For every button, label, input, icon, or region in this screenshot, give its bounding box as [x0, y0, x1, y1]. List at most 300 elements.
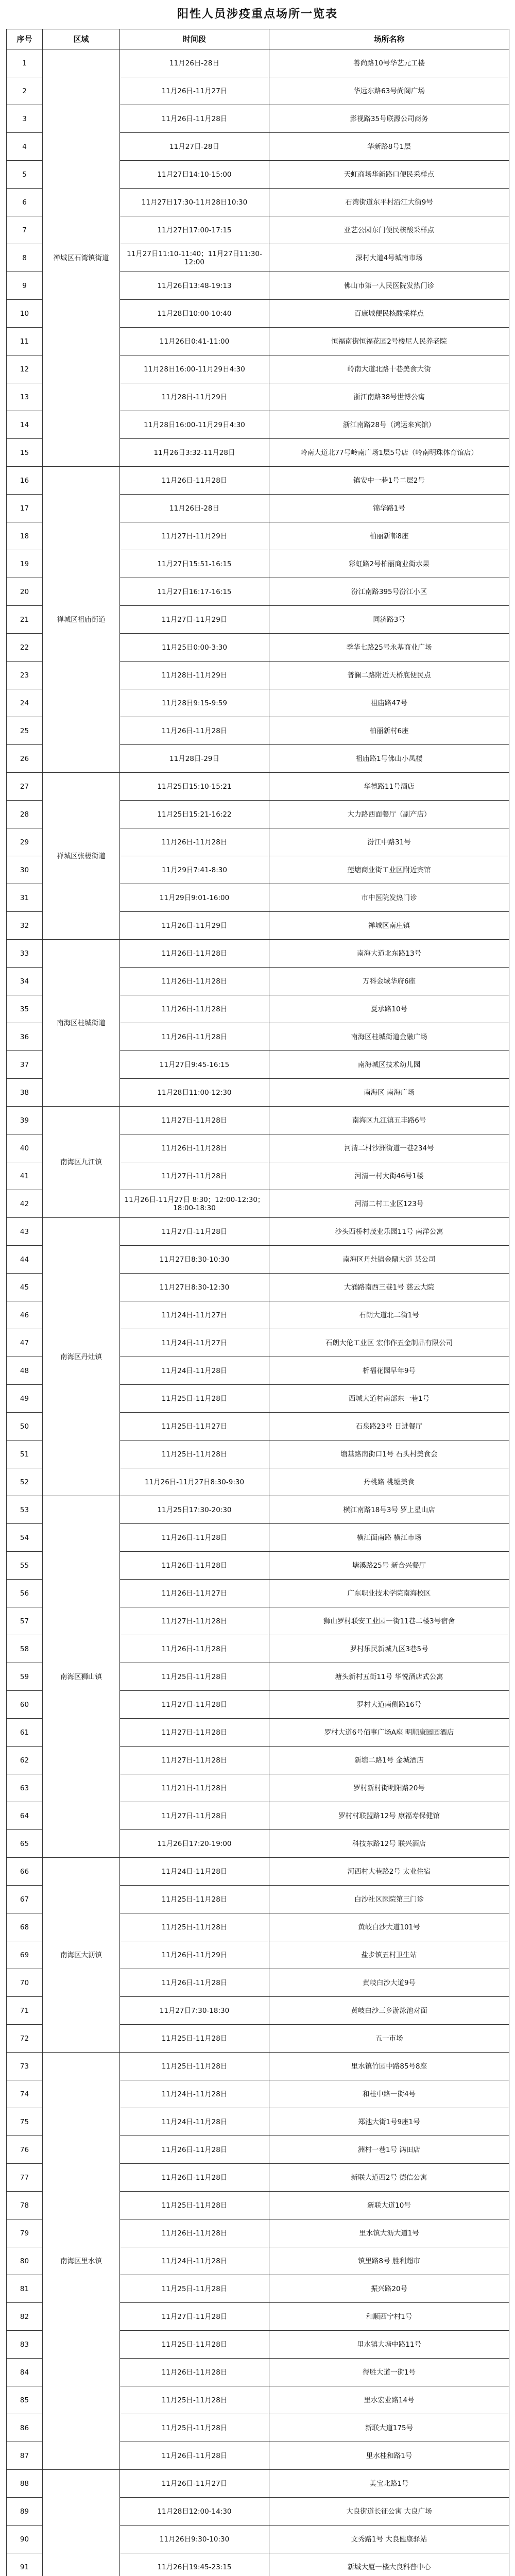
row-index: 8 — [7, 244, 43, 272]
row-place: 河清二村工业区123号 — [269, 1190, 509, 1218]
row-index: 11 — [7, 328, 43, 355]
row-place: 岭南大道北路十巷美食大街 — [269, 355, 509, 383]
row-time: 11月25日-11月27日 — [120, 1413, 269, 1440]
row-index: 40 — [7, 1134, 43, 1162]
row-time: 11月24日-11月27日 — [120, 1329, 269, 1357]
row-time: 11月26日-11月28日 — [120, 1969, 269, 1997]
row-index: 26 — [7, 745, 43, 773]
row-time: 11月24日-11月28日 — [120, 1357, 269, 1385]
row-time: 11月28日16:00-11月29日4:30 — [120, 411, 269, 439]
row-time: 11月24日-11月27日 — [120, 1301, 269, 1329]
row-time: 11月25日-11月28日 — [120, 2192, 269, 2219]
row-place: 恒福南街恒福花园2号楼尼人民养老院 — [269, 328, 509, 355]
row-index: 63 — [7, 1774, 43, 1802]
row-time: 11月26日3:32-11月28日 — [120, 439, 269, 467]
row-place: 莲塘商业街工业区附近宾馆 — [269, 856, 509, 884]
row-index: 56 — [7, 1580, 43, 1607]
row-index: 72 — [7, 2025, 43, 2053]
row-index: 66 — [7, 1858, 43, 1886]
row-time: 11月26日-11月27日 — [120, 77, 269, 105]
row-place: 黄岐白沙三乡游泳池对面 — [269, 1997, 509, 2025]
header-place: 场所名称 — [269, 29, 509, 49]
row-place: 季华七路25号永基商业广场 — [269, 634, 509, 662]
row-place: 佛山市第一人民医院发热门诊 — [269, 272, 509, 300]
row-time: 11月27日-11月28日 — [120, 2303, 269, 2331]
table-row — [7, 1858, 509, 1886]
venues-table — [6, 29, 509, 2576]
row-place: 新联大道175号 — [269, 2414, 509, 2442]
row-time: 11月27日15:51-16:15 — [120, 550, 269, 578]
row-index: 75 — [7, 2108, 43, 2136]
row-time: 11月25日-11月28日 — [120, 1385, 269, 1413]
row-place: 狮山罗村联安工业园一街11巷二楼3号宿舍 — [269, 1607, 509, 1635]
row-time: 11月28日11:00-12:30 — [120, 1079, 269, 1107]
row-index: 2 — [7, 77, 43, 105]
row-time: 11月26日0:41-11:00 — [120, 328, 269, 355]
row-place: 新联大道西2号 德信公寓 — [269, 2164, 509, 2192]
row-place: 南海区九江镇五丰路6号 — [269, 1107, 509, 1134]
row-place: 得胜大道一街1号 — [269, 2359, 509, 2386]
row-place: 振兴路20号 — [269, 2275, 509, 2303]
row-index: 68 — [7, 1913, 43, 1941]
table-row — [7, 2470, 509, 2498]
row-place: 罗村大道南侧路16号 — [269, 1691, 509, 1719]
row-place: 南海城区技术幼儿园 — [269, 1051, 509, 1079]
row-place: 洲村一巷1号 鸿田店 — [269, 2136, 509, 2164]
row-place: 盐步镇五村卫生站 — [269, 1941, 509, 1969]
row-place: 汾江中路31号 — [269, 828, 509, 856]
row-index: 83 — [7, 2331, 43, 2359]
row-index: 5 — [7, 161, 43, 189]
row-time: 11月24日-11月28日 — [120, 1858, 269, 1886]
row-index: 45 — [7, 1274, 43, 1301]
row-index: 87 — [7, 2442, 43, 2470]
row-index: 58 — [7, 1635, 43, 1663]
row-place: 石湾街道东平村沿江大街9号 — [269, 189, 509, 216]
row-time: 11月26日-11月28日 — [120, 2442, 269, 2470]
row-index: 27 — [7, 773, 43, 801]
table-row — [7, 773, 509, 801]
row-place: 罗村大道6号佰事广场A座 明顺康园园酒店 — [269, 1719, 509, 1747]
row-time: 11月26日-11月27日 — [120, 2470, 269, 2498]
row-index: 47 — [7, 1329, 43, 1357]
row-index: 57 — [7, 1607, 43, 1635]
header-index: 序号 — [7, 29, 43, 49]
row-place: 河西村大巷路2号 太业住宿 — [269, 1858, 509, 1886]
row-time: 11月28日9:15-9:59 — [120, 689, 269, 717]
row-time: 11月26日-11月28日 — [120, 1023, 269, 1051]
row-place: 华德路11号酒店 — [269, 773, 509, 801]
row-index: 17 — [7, 495, 43, 522]
row-time: 11月26日-11月28日 — [120, 467, 269, 495]
row-index: 16 — [7, 467, 43, 495]
row-place: 和桂中路一街4号 — [269, 2080, 509, 2108]
table-row — [7, 2053, 509, 2080]
table-row — [7, 467, 509, 495]
row-place: 华远东路63号尚阁广场 — [269, 77, 509, 105]
row-time: 11月28日-29日 — [120, 745, 269, 773]
row-place: 大涌路南西三巷1号 慈云大院 — [269, 1274, 509, 1301]
row-area: 南海区桂城街道 — [43, 940, 120, 1107]
row-place: 石朗大道北二街1号 — [269, 1301, 509, 1329]
row-time: 11月27日-28日 — [120, 133, 269, 161]
row-index: 79 — [7, 2219, 43, 2247]
row-place: 西城大道村南部东一巷1号 — [269, 1385, 509, 1413]
row-index: 60 — [7, 1691, 43, 1719]
row-time: 11月25日-11月28日 — [120, 1886, 269, 1913]
row-time: 11月26日-11月28日 — [120, 1134, 269, 1162]
row-place: 罗村村联盟路12号 康福寿保健馆 — [269, 1802, 509, 1830]
row-time: 11月26日19:45-23:15 — [120, 2553, 269, 2576]
row-index: 54 — [7, 1524, 43, 1552]
row-place: 横江面南路 横江市场 — [269, 1524, 509, 1552]
row-area: 南海区里水镇 — [43, 2053, 120, 2470]
row-place: 南海大道北东路13号 — [269, 940, 509, 968]
row-index: 20 — [7, 578, 43, 606]
row-time: 11月21日-11月28日 — [120, 1774, 269, 1802]
row-index: 23 — [7, 662, 43, 689]
row-index: 12 — [7, 355, 43, 383]
row-index: 33 — [7, 940, 43, 968]
row-time: 11月25日-11月28日 — [120, 2275, 269, 2303]
row-place: 祖庙路47号 — [269, 689, 509, 717]
row-place: 浙江南路38号世博公寓 — [269, 383, 509, 411]
row-area: 禅城区张槎街道 — [43, 773, 120, 940]
row-time: 11月26日-11月28日 — [120, 2219, 269, 2247]
row-time: 11月27日17:00-17:15 — [120, 216, 269, 244]
header-area: 区域 — [43, 29, 120, 49]
row-index: 44 — [7, 1246, 43, 1274]
row-place: 塘溪路25号 新合兴餐厅 — [269, 1552, 509, 1580]
row-time: 11月27日8:30-12:30 — [120, 1274, 269, 1301]
row-time: 11月29日9:01-16:00 — [120, 884, 269, 912]
row-time: 11月24日-11月28日 — [120, 2108, 269, 2136]
row-time: 11月26日-11月27日8:30-9:30 — [120, 1468, 269, 1496]
row-time: 11月26日-11月28日 — [120, 2136, 269, 2164]
row-place: 文秀路1号 大良健康驿站 — [269, 2526, 509, 2553]
row-index: 1 — [7, 49, 43, 77]
row-index: 38 — [7, 1079, 43, 1107]
table-row — [7, 1218, 509, 1246]
row-index: 13 — [7, 383, 43, 411]
row-time: 11月26日-11月28日 — [120, 995, 269, 1023]
row-time: 11月25日-11月28日 — [120, 2331, 269, 2359]
row-time: 11月26日9:30-10:30 — [120, 2526, 269, 2553]
row-time: 11月27日-11月28日 — [120, 1747, 269, 1774]
row-time: 11月27日9:45-16:15 — [120, 1051, 269, 1079]
row-index: 28 — [7, 801, 43, 828]
row-index: 15 — [7, 439, 43, 467]
row-place: 新城大厦一楼大良科普中心 — [269, 2553, 509, 2576]
row-place: 新塘二路1号 金城酒店 — [269, 1747, 509, 1774]
row-time: 11月26日-11月28日 — [120, 968, 269, 995]
row-time: 11月27日14:10-15:00 — [120, 161, 269, 189]
table-row — [7, 940, 509, 968]
header-time: 时间段 — [120, 29, 269, 49]
row-time: 11月27日-11月29日 — [120, 522, 269, 550]
row-area: 禅城区石湾镇街道 — [43, 49, 120, 467]
row-index: 82 — [7, 2303, 43, 2331]
row-place: 彩虹路2号柏丽商业街水果 — [269, 550, 509, 578]
row-place: 塘头新村五街11号 华悦酒店式公寓 — [269, 1663, 509, 1691]
row-time: 11月26日-11月29日 — [120, 1941, 269, 1969]
row-place: 岭南大道北77号岭南广场1层5号店（岭南明珠体育馆店） — [269, 439, 509, 467]
row-time: 11月26日-11月28日 — [120, 1524, 269, 1552]
row-time: 11月25日15:10-15:21 — [120, 773, 269, 801]
row-place: 丹桃路 桃墟美食 — [269, 1468, 509, 1496]
row-place: 里水宏业路14号 — [269, 2386, 509, 2414]
row-index: 77 — [7, 2164, 43, 2192]
row-area: 南海区九江镇 — [43, 1107, 120, 1218]
row-place: 黄岐白沙大道101号 — [269, 1913, 509, 1941]
row-place: 河清二村沙洲街道一巷234号 — [269, 1134, 509, 1162]
row-index: 30 — [7, 856, 43, 884]
row-index: 10 — [7, 300, 43, 328]
row-time: 11月28日16:00-11月29日4:30 — [120, 355, 269, 383]
row-index: 69 — [7, 1941, 43, 1969]
row-time: 11月27日16:17-16:15 — [120, 578, 269, 606]
row-time: 11月27日17:30-11月28日10:30 — [120, 189, 269, 216]
row-index: 80 — [7, 2247, 43, 2275]
row-index: 41 — [7, 1162, 43, 1190]
row-place: 五一市场 — [269, 2025, 509, 2053]
row-place: 锦华路1号 — [269, 495, 509, 522]
row-time: 11月25日-11月28日 — [120, 2414, 269, 2442]
row-index: 50 — [7, 1413, 43, 1440]
row-time: 11月27日-11月28日 — [120, 1218, 269, 1246]
row-index: 48 — [7, 1357, 43, 1385]
row-index: 73 — [7, 2053, 43, 2080]
row-place: 镇安中一巷1号二层2号 — [269, 467, 509, 495]
row-time: 11月26日-11月28日 — [120, 105, 269, 133]
row-place: 禅城区南庄镇 — [269, 912, 509, 940]
row-index: 55 — [7, 1552, 43, 1580]
row-index: 52 — [7, 1468, 43, 1496]
row-place: 浙江南路28号（鸿运来宾馆） — [269, 411, 509, 439]
row-place: 南海区桂城街道金融广场 — [269, 1023, 509, 1051]
table-row — [7, 1496, 509, 1524]
row-place: 石泉路23号 日进餐厅 — [269, 1413, 509, 1440]
row-index: 62 — [7, 1747, 43, 1774]
row-index: 74 — [7, 2080, 43, 2108]
row-place: 和顺西宁村1号 — [269, 2303, 509, 2331]
row-time: 11月25日-11月28日 — [120, 1663, 269, 1691]
table-row — [7, 49, 509, 77]
row-time: 11月27日-11月28日 — [120, 1107, 269, 1134]
row-index: 37 — [7, 1051, 43, 1079]
row-index: 84 — [7, 2359, 43, 2386]
row-place: 柏丽新村6座 — [269, 717, 509, 745]
row-index: 49 — [7, 1385, 43, 1413]
row-index: 25 — [7, 717, 43, 745]
row-time: 11月25日-11月28日 — [120, 2025, 269, 2053]
row-place: 美宝北路1号 — [269, 2470, 509, 2498]
row-place: 里水镇大塘中路11号 — [269, 2331, 509, 2359]
row-time: 11月26日-11月28日 — [120, 828, 269, 856]
table-row — [7, 1107, 509, 1134]
row-time: 11月25日15:21-16:22 — [120, 801, 269, 828]
row-place: 善尚路10号华艺元工楼 — [269, 49, 509, 77]
row-place: 里水镇竹园中路85号8座 — [269, 2053, 509, 2080]
table-title: 阳性人员涉疫重点场所一览表 — [177, 8, 338, 21]
row-place: 广东职业技术学院南海校区 — [269, 1580, 509, 1607]
row-index: 19 — [7, 550, 43, 578]
row-time: 11月26日-28日 — [120, 495, 269, 522]
row-place: 塘基路南街口1号 石头村美食会 — [269, 1440, 509, 1468]
row-place: 南海区丹灶镇金鼎大道 某公司 — [269, 1246, 509, 1274]
row-time: 11月26日17:20-19:00 — [120, 1830, 269, 1858]
row-place: 华新路8号1层 — [269, 133, 509, 161]
row-index: 6 — [7, 189, 43, 216]
row-place: 深村大道4号城南市场 — [269, 244, 509, 272]
row-place: 新联大道10号 — [269, 2192, 509, 2219]
row-place: 普澜二路附近天桥底便民点 — [269, 662, 509, 689]
row-index: 67 — [7, 1886, 43, 1913]
row-time: 11月28日10:00-10:40 — [120, 300, 269, 328]
row-place: 里水桂和路1号 — [269, 2442, 509, 2470]
row-index: 65 — [7, 1830, 43, 1858]
row-index: 43 — [7, 1218, 43, 1246]
row-area: 禅城区祖庙街道 — [43, 467, 120, 773]
row-index: 39 — [7, 1107, 43, 1134]
row-time: 11月29日7:41-8:30 — [120, 856, 269, 884]
row-area — [43, 2470, 120, 2576]
row-time: 11月26日-11月28日 — [120, 940, 269, 968]
row-time: 11月25日-11月28日 — [120, 1913, 269, 1941]
row-place: 里水镇大沥大道1号 — [269, 2219, 509, 2247]
row-time: 11月27日-11月29日 — [120, 606, 269, 634]
row-place: 罗村乐民新城九区3巷5号 — [269, 1635, 509, 1663]
row-area: 南海区丹灶镇 — [43, 1218, 120, 1496]
row-index: 70 — [7, 1969, 43, 1997]
row-index: 71 — [7, 1997, 43, 2025]
row-place: 市中医院发热门诊 — [269, 884, 509, 912]
row-place: 百康城便民核酸采样点 — [269, 300, 509, 328]
row-time: 11月26日13:48-19:13 — [120, 272, 269, 300]
row-time: 11月24日-11月28日 — [120, 2247, 269, 2275]
row-index: 7 — [7, 216, 43, 244]
row-time: 11月27日-11月28日 — [120, 1802, 269, 1830]
row-index: 35 — [7, 995, 43, 1023]
row-index: 29 — [7, 828, 43, 856]
row-index: 21 — [7, 606, 43, 634]
row-place: 石朗大伦工业区 宏伟作五金制品有限公司 — [269, 1329, 509, 1357]
row-time: 11月27日7:30-18:30 — [120, 1997, 269, 2025]
row-time: 11月27日-11月28日 — [120, 1162, 269, 1190]
row-index: 18 — [7, 522, 43, 550]
row-index: 9 — [7, 272, 43, 300]
row-time: 11月26日-11月29日 — [120, 912, 269, 940]
row-place: 天虹商场华新路口便民采样点 — [269, 161, 509, 189]
row-place: 同济路3号 — [269, 606, 509, 634]
row-index: 24 — [7, 689, 43, 717]
row-index: 14 — [7, 411, 43, 439]
row-time: 11月24日-11月28日 — [120, 2080, 269, 2108]
row-index: 3 — [7, 105, 43, 133]
row-place: 汾江南路395号汾江小区 — [269, 578, 509, 606]
row-place: 罗村新村街明阳路20号 — [269, 1774, 509, 1802]
row-index: 32 — [7, 912, 43, 940]
row-time: 11月25日-11月28日 — [120, 2053, 269, 2080]
row-index: 64 — [7, 1802, 43, 1830]
row-place: 大力路西面餐厅（副产店） — [269, 801, 509, 828]
row-time: 11月26日-11月27日 8:30；12:00-12:30；18:00-18:30 — [120, 1190, 269, 1218]
row-place: 郑池大街1号9座1号 — [269, 2108, 509, 2136]
row-time: 11月26日-11月28日 — [120, 1635, 269, 1663]
row-place: 黄岐白沙大道9号 — [269, 1969, 509, 1997]
row-time: 11月26日-11月28日 — [120, 2359, 269, 2386]
row-index: 86 — [7, 2414, 43, 2442]
row-time: 11月27日-11月28日 — [120, 1607, 269, 1635]
row-place: 万科金域华府6座 — [269, 968, 509, 995]
row-place: 科技东路12号 联兴酒店 — [269, 1830, 509, 1858]
row-index: 53 — [7, 1496, 43, 1524]
row-index: 90 — [7, 2526, 43, 2553]
row-place: 柏丽新邨8座 — [269, 522, 509, 550]
row-index: 81 — [7, 2275, 43, 2303]
row-time: 11月27日-11月28日 — [120, 1719, 269, 1747]
row-time: 11月26日-28日 — [120, 49, 269, 77]
row-index: 51 — [7, 1440, 43, 1468]
row-index: 76 — [7, 2136, 43, 2164]
row-index: 61 — [7, 1719, 43, 1747]
row-place: 镇里路8号 胜利超市 — [269, 2247, 509, 2275]
row-place: 亚艺公园东门便民核酸采样点 — [269, 216, 509, 244]
row-place: 白沙社区医院第三门诊 — [269, 1886, 509, 1913]
row-time: 11月27日8:30-10:30 — [120, 1246, 269, 1274]
row-time: 11月27日-11月28日 — [120, 1691, 269, 1719]
row-index: 89 — [7, 2498, 43, 2526]
row-time: 11月25日17:30-20:30 — [120, 1496, 269, 1524]
row-index: 31 — [7, 884, 43, 912]
row-time: 11月25日0:00-3:30 — [120, 634, 269, 662]
row-time: 11月25日-11月28日 — [120, 1440, 269, 1468]
row-time: 11月26日-11月28日 — [120, 1552, 269, 1580]
row-place: 河清一村大街46号1楼 — [269, 1162, 509, 1190]
row-place: 横江南路18号3号 罗上星山店 — [269, 1496, 509, 1524]
row-index: 42 — [7, 1190, 43, 1218]
row-place: 夏承路10号 — [269, 995, 509, 1023]
row-index: 4 — [7, 133, 43, 161]
row-index: 46 — [7, 1301, 43, 1329]
row-index: 34 — [7, 968, 43, 995]
row-place: 影视路35号联源公司商务 — [269, 105, 509, 133]
row-index: 91 — [7, 2553, 43, 2576]
row-index: 36 — [7, 1023, 43, 1051]
row-time: 11月26日-11月27日 — [120, 1580, 269, 1607]
row-time: 11月26日-11月28日 — [120, 2164, 269, 2192]
row-time: 11月27日11:10-11:40；11月27日11:30-12:00 — [120, 244, 269, 272]
row-index: 85 — [7, 2386, 43, 2414]
row-time: 11月28日-11月29日 — [120, 383, 269, 411]
row-place: 大良街道长征公寓 大良广场 — [269, 2498, 509, 2526]
row-index: 88 — [7, 2470, 43, 2498]
row-place: 南海区 南海广场 — [269, 1079, 509, 1107]
row-index: 59 — [7, 1663, 43, 1691]
row-place: 沙头西桥村茂业乐园11号 南洋公寓 — [269, 1218, 509, 1246]
row-time: 11月25日-11月28日 — [120, 2386, 269, 2414]
row-place: 析福花园早年9号 — [269, 1357, 509, 1385]
row-index: 22 — [7, 634, 43, 662]
row-time: 11月28日-11月29日 — [120, 662, 269, 689]
row-area: 南海区大沥镇 — [43, 1858, 120, 2053]
row-time: 11月28日12:00-14:30 — [120, 2498, 269, 2526]
row-time: 11月26日-11月28日 — [120, 717, 269, 745]
header-row — [7, 29, 509, 49]
row-index: 78 — [7, 2192, 43, 2219]
row-place: 祖庙路1号佛山小凤楼 — [269, 745, 509, 773]
row-area: 南海区狮山镇 — [43, 1496, 120, 1858]
